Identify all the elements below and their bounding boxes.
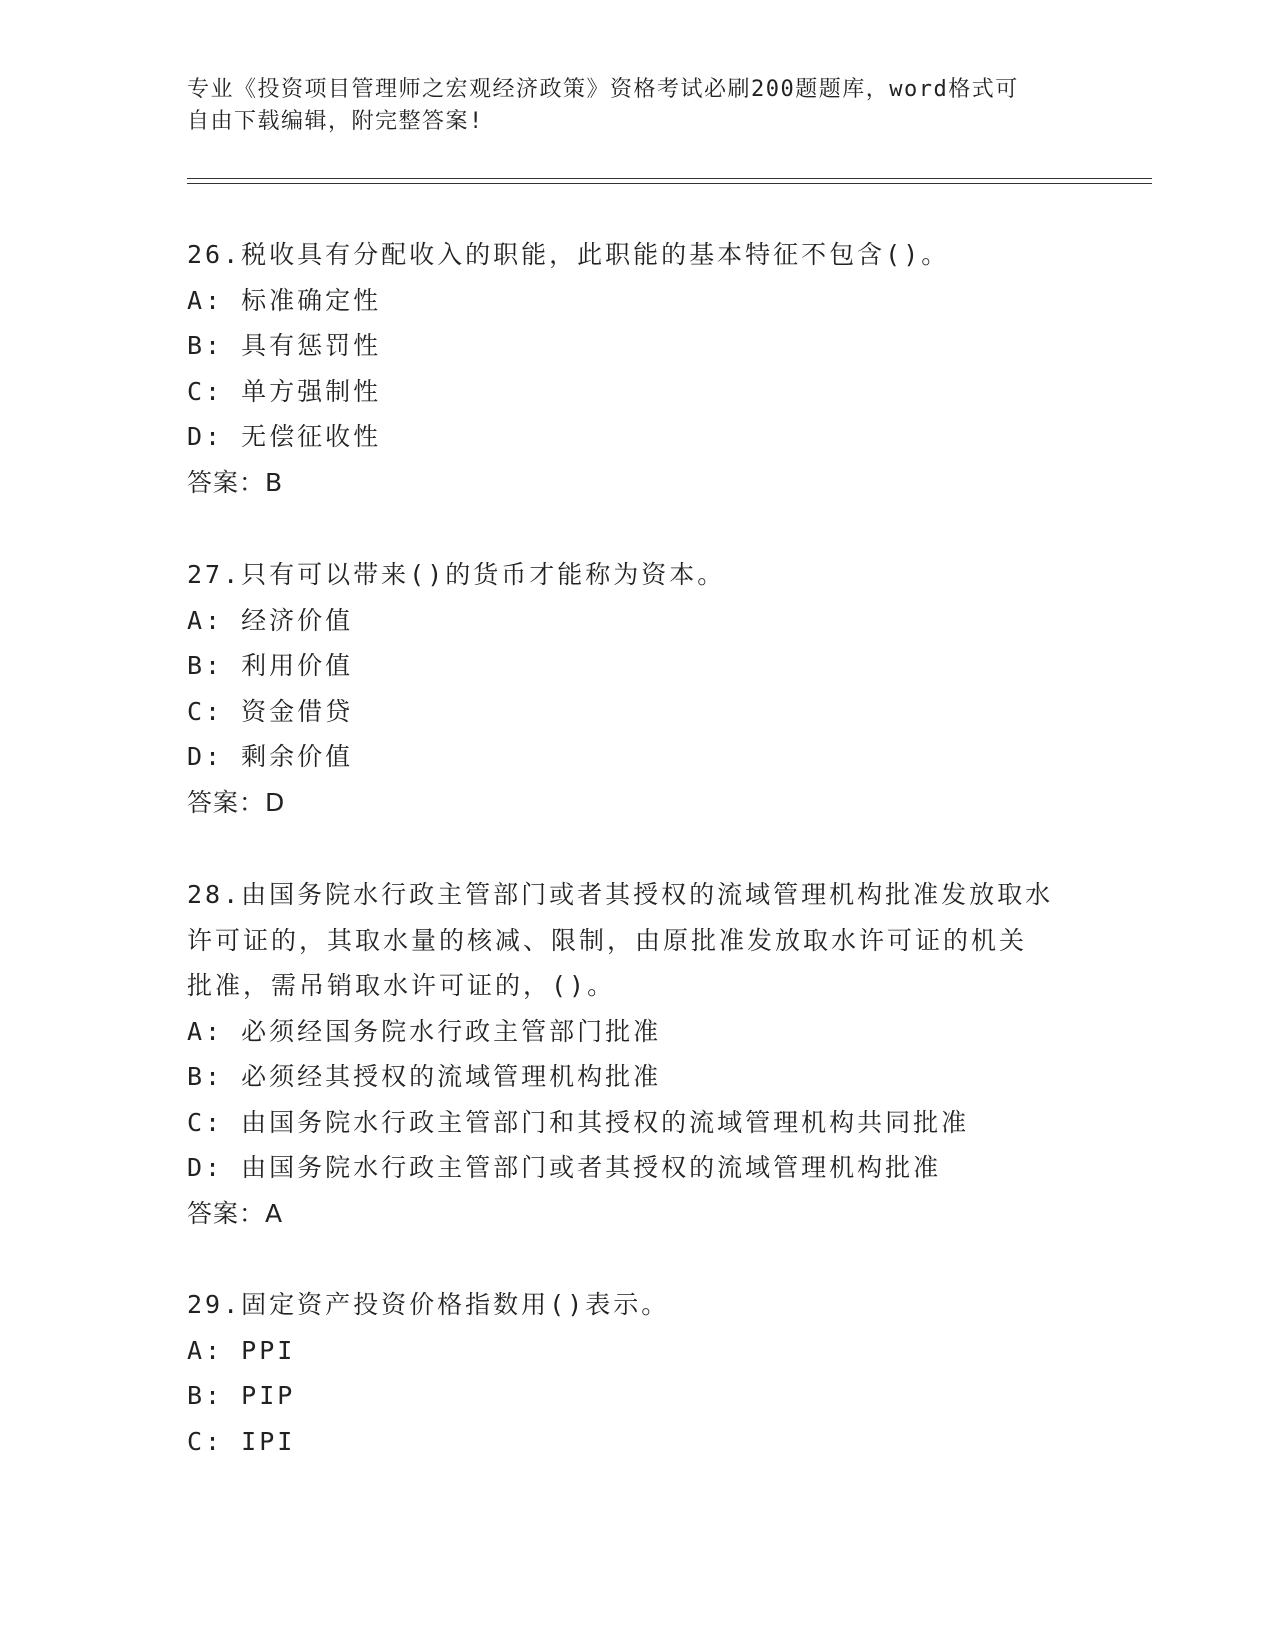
question-27 bbox=[187, 552, 1087, 825]
option-a: A: 经济价值 bbox=[187, 605, 354, 635]
option-a: A: 标准确定性 bbox=[187, 285, 382, 315]
question-stem: 26.税收具有分配收入的职能，此职能的基本特征不包含()。 bbox=[187, 240, 950, 269]
header-divider-top bbox=[187, 178, 1152, 179]
header-divider-bottom bbox=[187, 183, 1152, 184]
option-d: D: 由国务院水行政主管部门或者其授权的流域管理机构批准 bbox=[187, 1153, 942, 1182]
header-line-1: 专业《投资项目管理师之宏观经济政策》资格考试必刷200题题库，word格式可 bbox=[187, 77, 1019, 102]
option-c: C: 资金借贷 bbox=[187, 696, 354, 726]
question-stem-line-1: 28.由国务院水行政主管部门或者其授权的流域管理机构批准发放取水 bbox=[187, 880, 1054, 909]
option-c: C: 单方强制性 bbox=[187, 376, 382, 406]
answer: 答案：B bbox=[187, 467, 284, 497]
document-header bbox=[187, 74, 1067, 138]
option-b: B: PIP bbox=[187, 1381, 296, 1410]
answer: 答案：D bbox=[187, 787, 286, 817]
option-c: C: IPI bbox=[187, 1426, 296, 1456]
question-stem: 29.固定资产投资价格指数用()表示。 bbox=[187, 1290, 670, 1319]
option-a: A: PPI bbox=[187, 1335, 296, 1365]
option-a: A: 必须经国务院水行政主管部门批准 bbox=[187, 1016, 662, 1046]
question-28 bbox=[187, 872, 1087, 1236]
option-b: B: 必须经其授权的流域管理机构批准 bbox=[187, 1062, 662, 1091]
question-29 bbox=[187, 1282, 1087, 1464]
answer: 答案：A bbox=[187, 1198, 284, 1228]
option-d: D: 剩余价值 bbox=[187, 742, 354, 771]
header-line-2: 自由下载编辑，附完整答案! bbox=[187, 109, 484, 134]
question-stem-line-3: 批准，需吊销取水许可证的，()。 bbox=[187, 971, 616, 1000]
option-c: C: 由国务院水行政主管部门和其授权的流域管理机构共同批准 bbox=[187, 1107, 970, 1137]
option-b: B: 具有惩罚性 bbox=[187, 331, 382, 360]
option-b: B: 利用价值 bbox=[187, 651, 354, 680]
question-stem: 27.只有可以带来()的货币才能称为资本。 bbox=[187, 560, 726, 589]
question-stem-line-2: 许可证的，其取水量的核减、限制，由原批准发放取水许可证的机关 bbox=[187, 925, 1028, 955]
question-26 bbox=[187, 232, 1087, 505]
option-d: D: 无偿征收性 bbox=[187, 422, 382, 451]
